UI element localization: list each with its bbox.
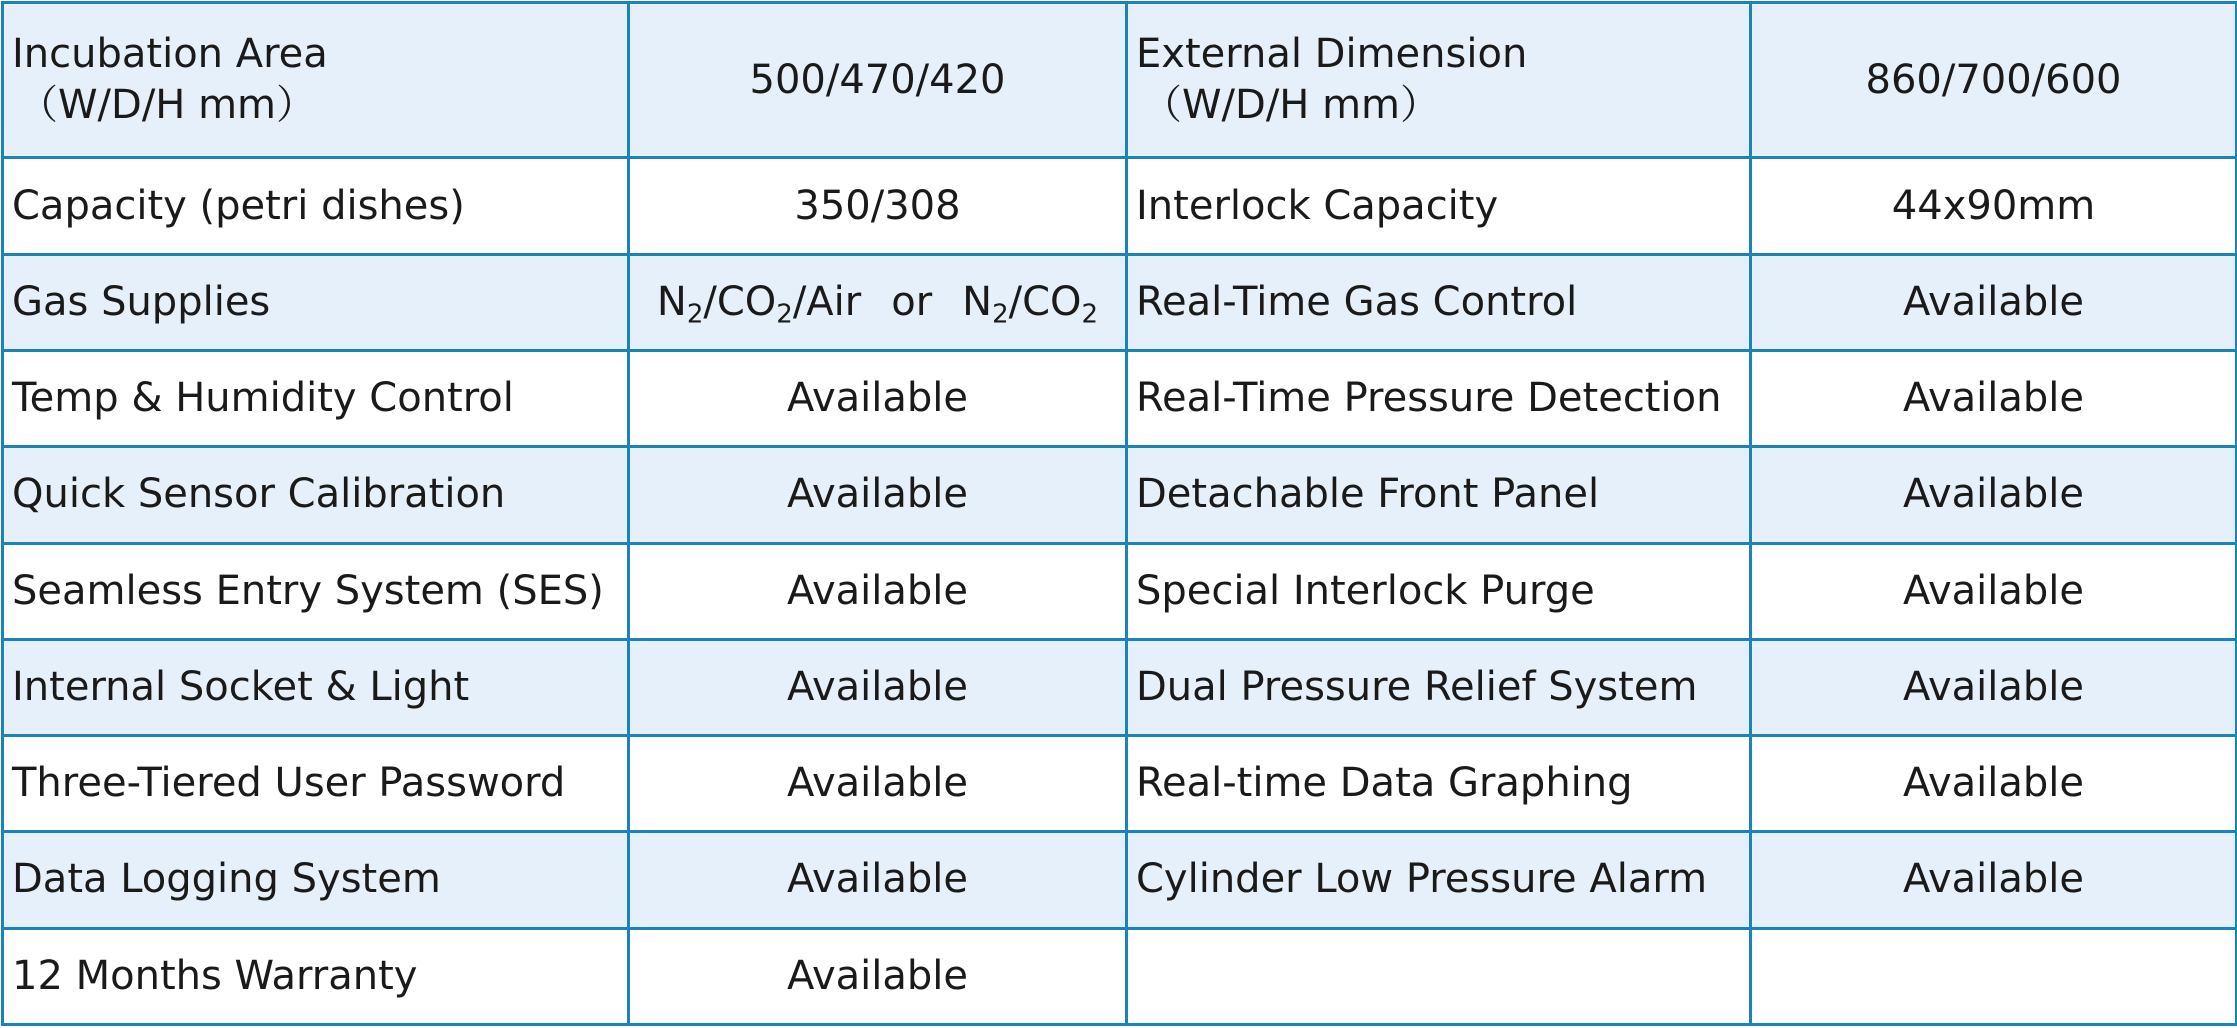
spec-label: Three-Tiered User Password [3, 736, 629, 832]
table-row [3, 158, 2237, 254]
spec-value: 44x90mm [1751, 158, 2237, 254]
spec-value: Available [629, 351, 1127, 447]
gas-subscript: 2 [686, 299, 704, 330]
spec-label: Real-Time Pressure Detection [1127, 351, 1751, 447]
spec-label: Data Logging System [3, 832, 629, 928]
table-row [3, 639, 2237, 735]
spec-label: 12 Months Warranty [3, 928, 629, 1024]
spec-value: Available [629, 736, 1127, 832]
spec-value: Available [629, 447, 1127, 543]
spec-label: Detachable Front Panel [1127, 447, 1751, 543]
gas-co: /CO [703, 278, 777, 325]
spec-label: Temp & Humidity Control [3, 351, 629, 447]
spec-label: Interlock Capacity [1127, 158, 1751, 254]
spec-value: Available [1751, 254, 2237, 350]
spec-label: Quick Sensor Calibration [3, 447, 629, 543]
spec-value: Available [629, 928, 1127, 1024]
spec-label-cell [3, 3, 629, 158]
table-row [3, 736, 2237, 832]
spec-value: 860/700/600 [1751, 3, 2237, 158]
spec-label: Gas Supplies [3, 254, 629, 350]
spec-label: Dual Pressure Relief System [1127, 639, 1751, 735]
spec-label: Incubation Area [12, 31, 328, 78]
spec-value: Available [1751, 736, 2237, 832]
table-row [3, 832, 2237, 928]
spec-label-unit: （W/D/H mm） [1142, 82, 1441, 129]
table-row [3, 543, 2237, 639]
spec-value: Available [1751, 447, 2237, 543]
spec-value: 500/470/420 [629, 3, 1127, 158]
gas-subscript: 2 [992, 299, 1009, 330]
spec-value: Available [1751, 543, 2237, 639]
gas-co: /CO [1008, 278, 1082, 325]
spec-label-unit: （W/D/H mm） [18, 82, 317, 129]
spec-value [1751, 928, 2237, 1024]
spec-label: Seamless Entry System (SES) [3, 543, 629, 639]
table-row [3, 928, 2237, 1024]
gas-air: /Air [792, 278, 862, 325]
table-row [3, 447, 2237, 543]
spec-value: Available [629, 543, 1127, 639]
spec-table [1, 1, 2237, 1026]
spec-value: 350/308 [629, 158, 1127, 254]
spec-label: Real-time Data Graphing [1127, 736, 1751, 832]
spec-label: Cylinder Low Pressure Alarm [1127, 832, 1751, 928]
spec-label: Internal Socket & Light [3, 639, 629, 735]
spec-value: Available [629, 639, 1127, 735]
spec-label [1127, 928, 1751, 1024]
spec-value: Available [1751, 639, 2237, 735]
gas-subscript: 2 [776, 299, 793, 330]
table-row [3, 254, 2237, 350]
spec-value: Available [1751, 351, 2237, 447]
table-row [3, 351, 2237, 447]
table-row [3, 3, 2237, 158]
spec-label: Capacity (petri dishes) [3, 158, 629, 254]
gas-or: or [891, 278, 933, 325]
spec-value: Available [629, 832, 1127, 928]
gas-subscript: 2 [1081, 299, 1099, 330]
spec-label: Real-Time Gas Control [1127, 254, 1751, 350]
spec-label-cell [1127, 3, 1751, 158]
spec-value: Available [1751, 832, 2237, 928]
gas-n: N [656, 278, 687, 325]
spec-label: External Dimension [1136, 31, 1528, 78]
gas-n: N [962, 278, 993, 325]
gas-supplies-value [629, 254, 1127, 350]
spec-label: Special Interlock Purge [1127, 543, 1751, 639]
